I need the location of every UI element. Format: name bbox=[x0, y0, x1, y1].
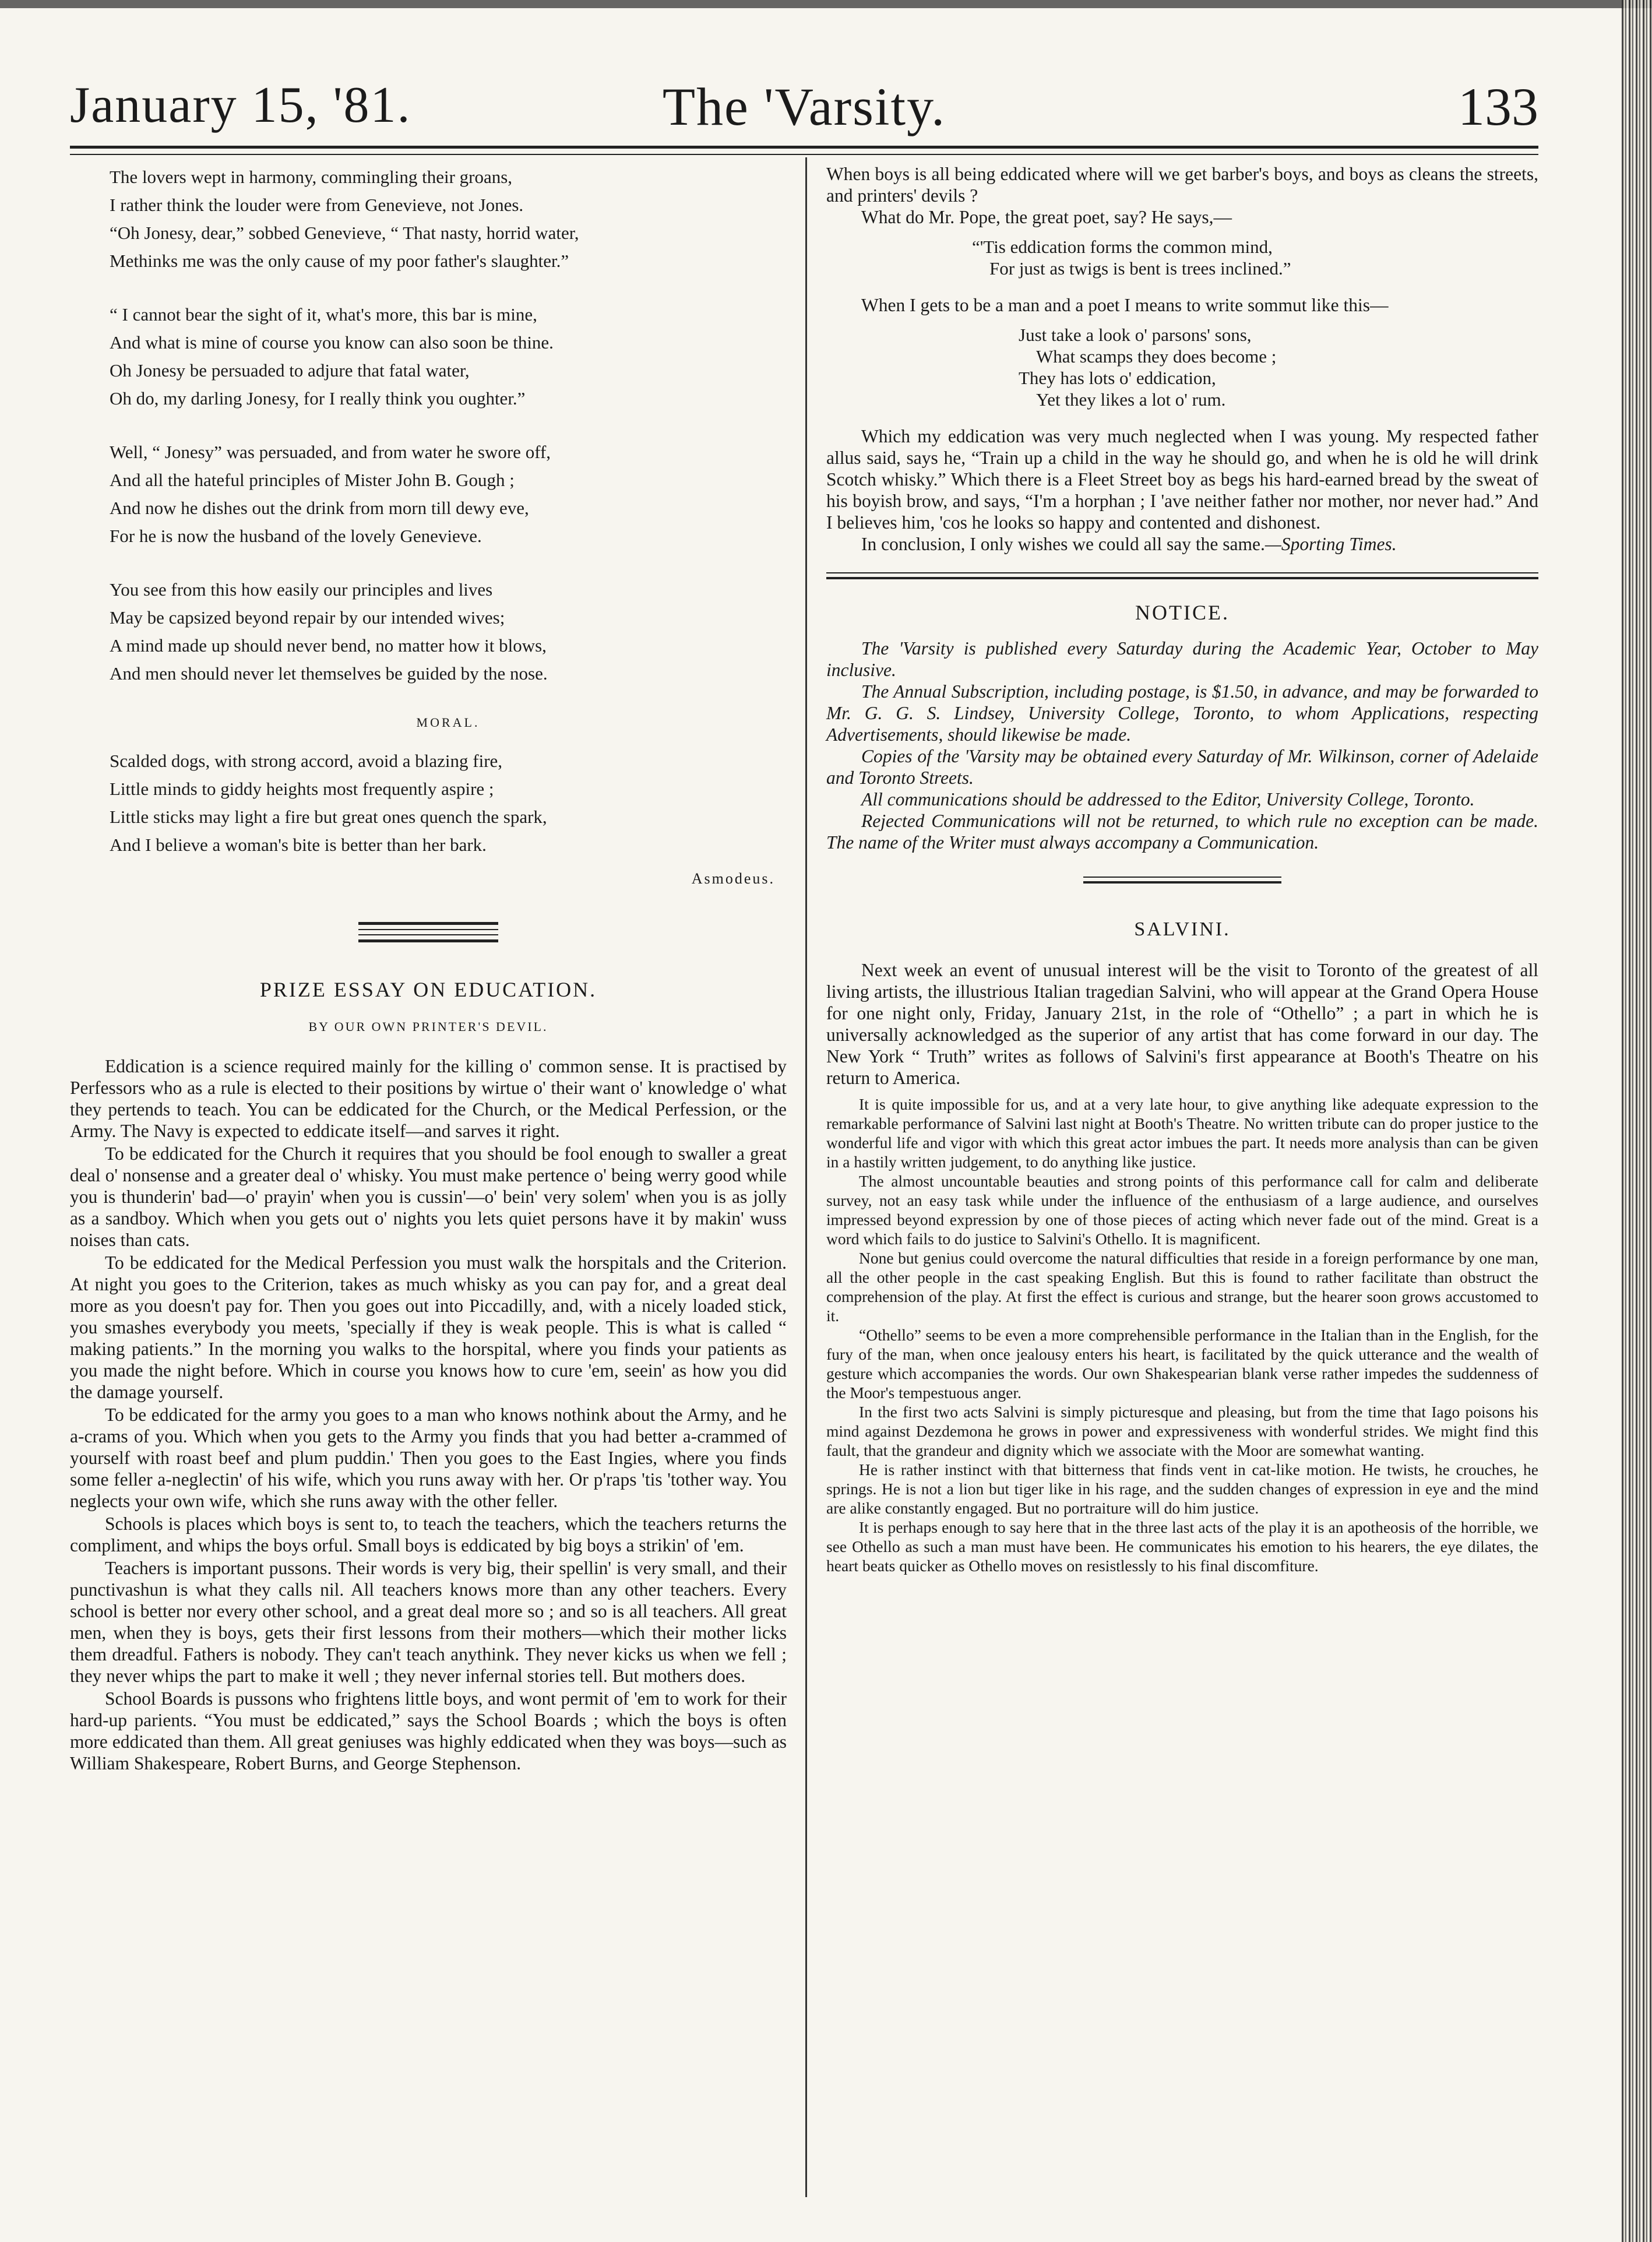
devil-verse bbox=[826, 324, 1538, 410]
essay-paragraph: Which my eddication was very much neglected when I was young. My respected father allus said, says he, “Train up a child in the way he should go, and when he is old he will drink Scotch whisky.” Which there is a Fleet Street boy as begs his hard-earned bread by the sweat of his boyish brow, and says, “I'm a horphan ; I 'ave neither father nor mother, nor never had.” And I believes him, 'cos he looks so happy and contented and dishonest. bbox=[826, 426, 1538, 533]
left-column bbox=[70, 163, 787, 1775]
essay-paragraph: To be eddicated for the Church it requires that you should be fool enough to swaller a great deal o' nonsense and a greater deal o' whisky. You must make pertence o' being werry good while you is thunderin' bad—o' prayin' when you is cussin'—o' bein' very solem' when you is as jolly as a sandboy. Which when you gets out o' nights you lets quiet persons have it by makin' wuss noises than cats. bbox=[70, 1143, 787, 1250]
review-paragraph: It is perhaps enough to say here that in the three last acts of the play it is an apotheosis of the horrible, we see Othello as such a man must have been. He communicates his emotion to his hearers, the eye dilates, the heart beats quicker as Othello moves on resistlessly to his final discomfiture. bbox=[826, 1518, 1538, 1575]
essay-continuation bbox=[826, 163, 1538, 228]
section-ornament bbox=[1083, 877, 1281, 884]
notice-paragraph: All communications should be addressed to the Editor, University College, Toronto. bbox=[861, 789, 1475, 809]
poem-line: For he is now the husband of the lovely Genevieve. bbox=[110, 526, 482, 546]
moral-stanza bbox=[110, 747, 787, 859]
quote-line: For just as twigs is bent is trees inclined.” bbox=[989, 258, 1291, 279]
essay-paragraph: When boys is all being eddicated where will we get barber's boys, and boys as cleans the streets, and printers' devils ? bbox=[826, 164, 1538, 206]
essay-paragraph: When I gets to be a man and a poet I means to write sommut like this— bbox=[861, 295, 1389, 315]
pope-quote bbox=[826, 236, 1538, 279]
essay-continuation bbox=[826, 294, 1538, 316]
poem-line: Little sticks may light a fire but great ones quench the spark, bbox=[110, 807, 547, 827]
salvini-title: SALVINI. bbox=[1134, 918, 1231, 940]
poem-stanza bbox=[110, 301, 787, 413]
verse-line: They has lots o' eddication, bbox=[1019, 368, 1216, 388]
poem-line: A mind made up should never bend, no matter how it blows, bbox=[110, 635, 547, 656]
notice-body bbox=[826, 638, 1538, 853]
essay-paragraph: What do Mr. Pope, the great poet, say? He says,— bbox=[861, 207, 1232, 227]
essay-paragraph: Teachers is important pussons. Their words is very big, their spellin' is very small, and their punctivashun is what they calls nil. All teachers knows more than any other teachers. Every school is better nor every other school, and a great deal more so ; and so is all teachers. All great men, when they is boys, gets their first lessons from their mothers—which their mother licks them dreadful. Fathers is nobody. They can't teach anythink. They never kicks us when we fell ; they never whips the part to make it well ; they never infernal stories tell. But mothers does. bbox=[70, 1558, 787, 1686]
essay-title: PRIZE ESSAY ON EDUCATION. bbox=[259, 978, 597, 1001]
poem-line: Oh do, my darling Jonesy, for I really think you oughter.” bbox=[110, 388, 526, 409]
review-paragraph: It is quite impossible for us, and at a very late hour, to give anything like adequate expression to the remarkable performance of Salvini last night at Booth's Theatre. No written tribute can do proper justice to the wonderful life and vigor with which this great actor imbues the part. It needs more analysis than can be given in a hastily written judgement, to do anything like justice. bbox=[826, 1095, 1538, 1171]
review-paragraph: In the first two acts Salvini is simply picturesque and pleasing, but from the time that Iago poisons his mind against Dezdemona he grows in power and expressiveness with wonderful strides. We might find this fault, that the grandeur and dignity which we associate with the Moor are somewhat wanting. bbox=[826, 1403, 1538, 1459]
poem-line: And men should never let themselves be guided by the nose. bbox=[110, 663, 548, 684]
poem-line: May be capsized beyond repair by our intended wives; bbox=[110, 607, 505, 628]
poem-line: Well, “ Jonesy” was persuaded, and from water he swore off, bbox=[110, 442, 551, 462]
essay-source: —Sporting Times. bbox=[1264, 534, 1397, 554]
notice-paragraph: The Annual Subscription, including postage, is $1.50, in advance, and may be forwarded to Mr. G. G. S. Lindsey, University College, Toronto, to whom Applications, respecting Advertisements, should likewise be made. bbox=[826, 681, 1538, 745]
poem-line: The lovers wept in harmony, commingling their groans, bbox=[110, 167, 513, 187]
poem-line: “ I cannot bear the sight of it, what's more, this bar is mine, bbox=[110, 304, 537, 325]
issue-date: January 15, '81. bbox=[70, 77, 411, 133]
essay-byline: BY OUR OWN PRINTER'S DEVIL. bbox=[308, 1019, 548, 1034]
quote-line: “'Tis eddication forms the common mind, bbox=[972, 237, 1273, 257]
section-rule bbox=[826, 572, 1538, 579]
poem-stanza bbox=[110, 163, 787, 275]
poem-signature: Asmodeus. bbox=[691, 870, 775, 887]
poem bbox=[110, 163, 787, 893]
verse-line: What scamps they does become ; bbox=[1036, 346, 1277, 367]
essay-paragraph bbox=[826, 533, 1538, 555]
poem-line: And now he dishes out the drink from morn till dewy eve, bbox=[110, 498, 529, 518]
verse-line: Yet they likes a lot o' rum. bbox=[1036, 389, 1226, 410]
essay-body bbox=[70, 1055, 787, 1774]
masthead bbox=[70, 76, 1538, 163]
salvini-paragraph: Next week an event of unusual interest will be the visit to Toronto of the greatest of all living artists, the illustrious Italian tragedian Salvini, who will appear at the Grand Opera House for one night only, Friday, January 21st, in the role of “Othello” ; a part in which he is universally acknowledged as the superior of any artist that has come forward in our day. The New York “ Truth” writes as follows of Salvini's first appearance at Booth's Theatre on his return to America. bbox=[826, 960, 1538, 1088]
poem-line: Little minds to giddy heights most frequently aspire ; bbox=[110, 779, 494, 799]
essay-closing: In conclusion, I only wishes we could all say the same. bbox=[861, 534, 1265, 554]
notice-title: NOTICE. bbox=[1135, 601, 1230, 624]
poem-stanza bbox=[110, 438, 787, 550]
essay-paragraph: School Boards is pussons who frightens little boys, and wont permit of 'em to work for their hard-up parients. “You must be eddicated,” says the School Boards ; which the boys is often more eddicated than them. All great geniuses was highly eddicated when they was boys—such as William Shakespeare, Robert Burns, and George Stephenson. bbox=[70, 1688, 787, 1773]
poem-line: You see from this how easily our principles and lives bbox=[110, 579, 493, 600]
newspaper-page bbox=[70, 64, 1538, 2220]
poem-stanza bbox=[110, 576, 787, 688]
salvini-intro bbox=[826, 959, 1538, 1089]
header-rule bbox=[70, 146, 1538, 149]
essay-paragraph: Eddication is a science required mainly for the killing o' common sense. It is practised by Perfessors who as a rule is elected to their positions by wirtue o' their want o' knowledge o' what they pertends to teach. You can be eddicated for the Church, or the Medical Perfession, or the Army. The Navy is expected to eddicate itself—and sarves it right. bbox=[70, 1056, 787, 1141]
poem-line: And I believe a woman's bite is better than her bark. bbox=[110, 835, 487, 855]
poem-line: And what is mine of course you know can also soon be thine. bbox=[110, 332, 554, 353]
moral-heading: MORAL. bbox=[416, 715, 480, 730]
column-divider bbox=[805, 157, 807, 2197]
review-paragraph: The almost uncountable beauties and strong points of this performance call for calm and deliberate survey, not an easy task while under the influence of the enthusiasm of a large audience, and ourselves impressed beyond expression by one of those pieces of acting which never fade out of the mind. Great is a word which fails to do justice to Salvini's Othello. It is magnificent. bbox=[826, 1172, 1538, 1248]
publication-title: The 'Varsity. bbox=[662, 77, 946, 136]
essay-continuation bbox=[826, 425, 1538, 555]
essay-paragraph: Schools is places which boys is sent to, to teach the teachers, which the teachers returns the compliment, and whips the boys orful. Small boys is eddicated by big boys a strikin' of 'em. bbox=[70, 1514, 787, 1555]
page-number: 133 bbox=[1458, 77, 1538, 136]
notice-paragraph: Rejected Communications will not be returned, to which rule no exception can be made. The name of the Writer must always accompany a Communication. bbox=[826, 811, 1538, 853]
scan-edge-top bbox=[0, 0, 1652, 8]
essay-paragraph: To be eddicated for the army you goes to a man who knows nothink about the Army, and he a-crams of you. Which when you gets to the Army you finds that you had better a-crammed of yourself with roast beef and plum puddin.' Then you goes to the East Ingies, where you finds some feller a-neglectin' of his wife, which you runs away with her. Or p'raps 'tis 'tother way. You neglects your own wife, which she runs away with the other feller. bbox=[70, 1405, 787, 1511]
poem-line: “Oh Jonesy, dear,” sobbed Genevieve, “ That nasty, horrid water, bbox=[110, 223, 579, 243]
poem-line: Oh Jonesy be persuaded to adjure that fatal water, bbox=[110, 360, 470, 381]
essay-paragraph: To be eddicated for the Medical Perfession you must walk the horspitals and the Criterion. At night you goes to the Criterion, takes as much whisky as you can pay for, and a great deal more as you doesn't pay for. Then you goes out into Piccadilly, and, with a nicely loaded stick, you smashes everybody you meets, 'specially if they is weak people. This is what is called “ making patients.” In the morning you walks to the horspital, where you finds your patients as you made the night before. Which in course you knows how to cure 'em, seein' as how you did the damage yourself. bbox=[70, 1252, 787, 1402]
scan-edge-right bbox=[1622, 0, 1652, 2242]
review-paragraph: “Othello” seems to be even a more comprehensible performance in the Italian than in the English, for the fury of the man, when once jealousy enters his heart, is facilitated by the quick utterance and the wealth of gesture which accompanies the words. Our own Shakespearian blank verse rather impedes the suddenness of the Moor's tempestuous anger. bbox=[826, 1326, 1538, 1402]
notice-paragraph: Copies of the 'Varsity may be obtained every Saturday of Mr. Wilkinson, corner of Adelaide and Toronto Streets. bbox=[826, 746, 1538, 788]
notice-paragraph: The 'Varsity is published every Saturday during the Academic Year, October to May inclusive. bbox=[826, 638, 1538, 680]
review-paragraph: He is rather instinct with that bitterness that finds vent in cat-like motion. He twists, he crouches, he springs. He is not a lion but tiger like in his rage, and the sudden changes of expression in eye and the mind are alike constantly engaged. But no portraiture will do him justice. bbox=[826, 1460, 1538, 1517]
header-rule-thin bbox=[70, 154, 1538, 155]
review-paragraph: None but genius could overcome the natural difficulties that reside in a foreign performance by one man, all the other people in the cast speaking English. But this is found to rather facilitate than obstruct the comprehension of the play. At first the effect is curious and strange, but the hearer soon grows accustomed to it. bbox=[826, 1249, 1538, 1325]
right-column bbox=[826, 163, 1538, 1575]
poem-line: Methinks me was the only cause of my poor father's slaughter.” bbox=[110, 251, 569, 271]
section-ornament bbox=[358, 922, 498, 942]
poem-line: Scalded dogs, with strong accord, avoid a blazing fire, bbox=[110, 751, 503, 771]
verse-line: Just take a look o' parsons' sons, bbox=[1019, 325, 1252, 345]
salvini-review bbox=[826, 1094, 1538, 1575]
poem-line: And all the hateful principles of Mister John B. Gough ; bbox=[110, 470, 515, 490]
poem-line: I rather think the louder were from Genevieve, not Jones. bbox=[110, 195, 524, 215]
